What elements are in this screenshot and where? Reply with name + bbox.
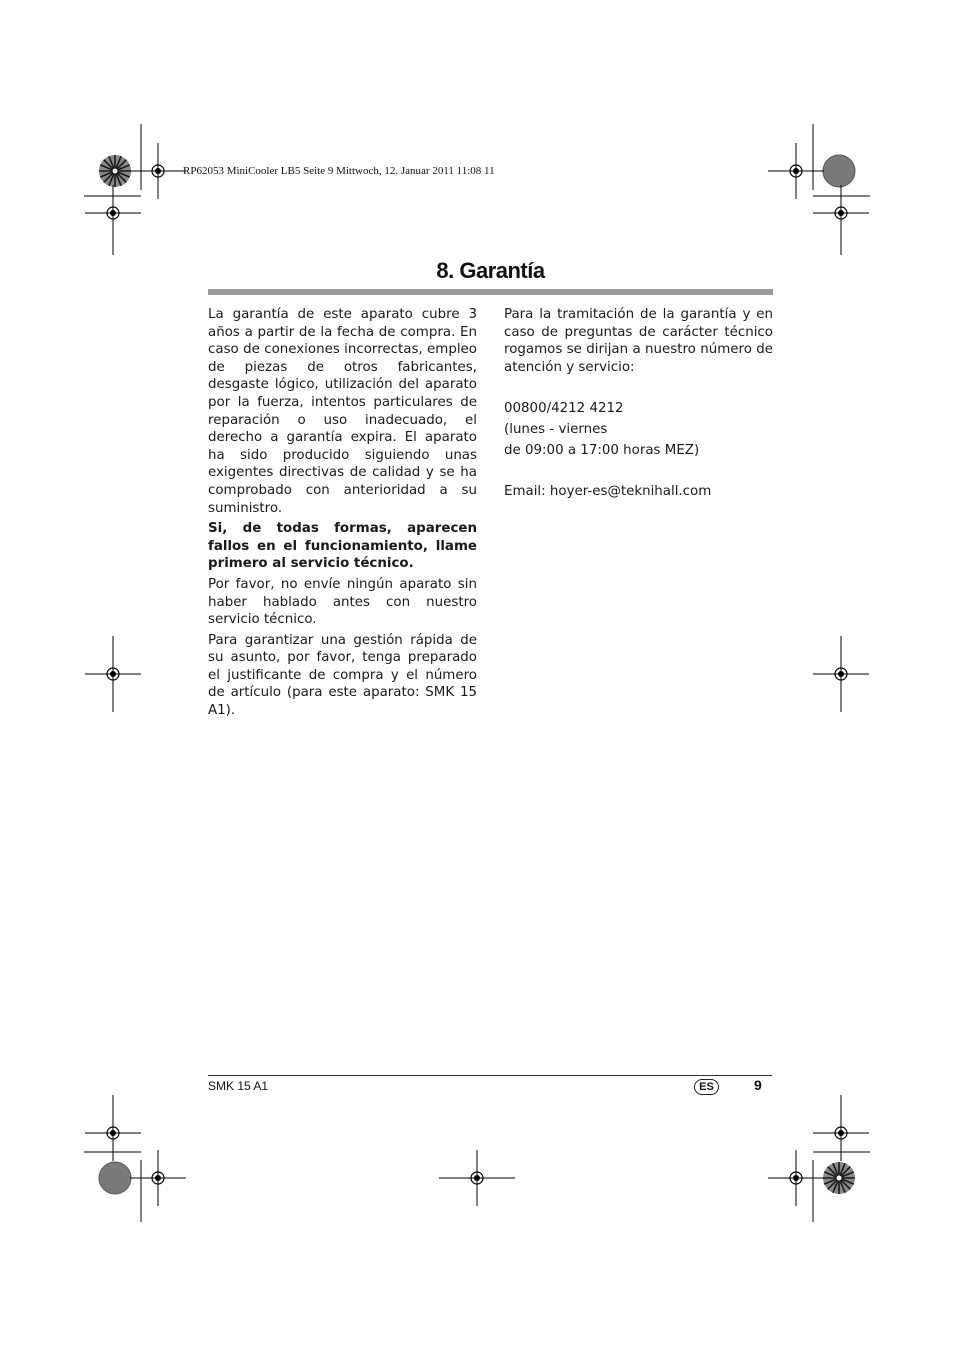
warranty-coverage-paragraph: La garantía de este aparato cubre 3 años a partir de la fecha de compra. En caso de conexiones incorrectas, empleo de piezas de otros fabricantes, desgaste lógico, utilización del aparato por la fuerza, intentos particulares de reparación o uso inadecuado, el derecho a garantía expira. El aparato ha sido producido siguiendo unas exigentes directivas de calidad y se ha comprobado con anterioridad a su suministro. xyxy=(208,307,477,516)
service-email: Email: hoyer-es@teknihall.com xyxy=(504,484,712,500)
print-job-header: RP62053 MiniCooler LB5 Seite 9 Mittwoch, 12. Januar 2011 11:08 11 xyxy=(183,165,495,177)
warranty-right-column xyxy=(504,306,773,504)
receipt-paragraph: Para garantizar una gestión rápida de su asunto, por favor, tenga preparado el justificante de compra y el número de artículo (para este aparato: SMK 15 A1). xyxy=(208,632,477,719)
footer-rule xyxy=(208,1075,772,1076)
do-not-send-paragraph: Por favor, no envíe ningún aparato sin haber hablado antes con nuestro servicio técnico. xyxy=(208,576,477,628)
section-title: 8. Garantía xyxy=(436,258,545,283)
title-rule xyxy=(208,289,773,295)
service-intro-paragraph: Para la tramitación de la garantía y en caso de preguntas de carácter técnico rogamos se dirijan a nuestro número de atención y servicio: xyxy=(504,307,773,375)
warranty-left-column xyxy=(208,306,477,723)
service-notice-bold: Si, de todas formas, aparecen fallos en el funcionamiento, llame primero al servicio técnico. xyxy=(208,521,477,572)
page-number: 9 xyxy=(754,1077,762,1093)
service-hours-line1: (lunes - viernes xyxy=(504,421,608,437)
service-hours-line2: de 09:00 a 17:00 horas MEZ) xyxy=(504,442,700,458)
language-badge: ES xyxy=(694,1079,719,1095)
service-phone: 00800/4212 4212 xyxy=(504,401,624,417)
footer-model-number: SMK 15 A1 xyxy=(208,1079,269,1093)
